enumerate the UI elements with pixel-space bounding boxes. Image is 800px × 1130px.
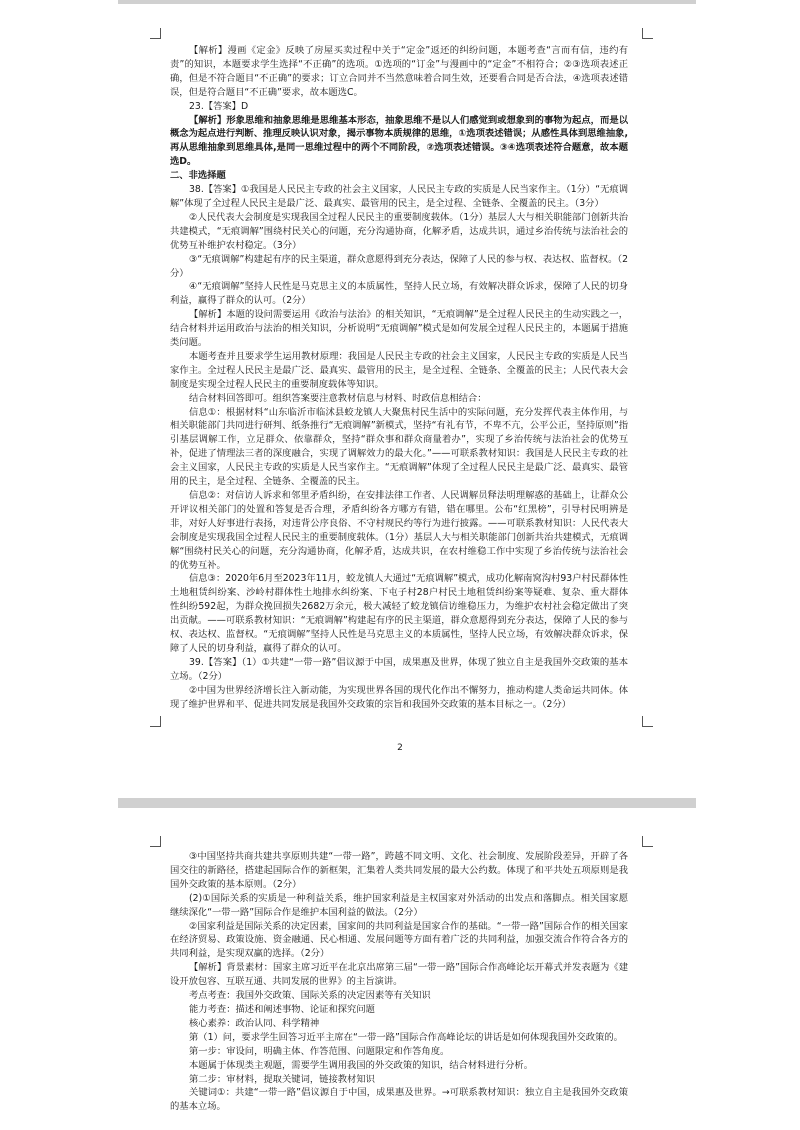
paragraph: 信息②：对信访人诉求和邻里矛盾纠纷，在安排法律工作者、人民调解员释法明理解惑的基础上，让群众公开评议相关部门的处置和答复是否合理，矛盾纠纷各方哪方有错，错在哪里。公布“红黑榜”，引导村民明辨是非，对好人好事进行表扬，对违背公序良俗、不守村规民约等行为进行披露。——可联系教材知识：人民代表大会制度是实现我国全过程人民民主的重要制度载体。（1分）基层人大与相关职能部门创新共治共建模式，无痕调解“围绕村民关心的问题，充分沟通协商，化解矛盾，达成共识，在农村维稳工作中实现了乡治传统与法治社会的优势互补。 [170, 490, 628, 571]
paragraph: ②中国为世界经济增长注入新动能，为实现世界各国的现代化作出不懈努力，推动构建人类命运共同体。体现了维护世界和平、促进共同发展是我国外交政策的宗旨和我国外交政策的基本目标之一。（2分） [170, 684, 628, 710]
crop-mark-top-left [150, 28, 161, 39]
crop-mark-top-left [150, 836, 161, 847]
paragraph: 能力考查：描述和阐述事物、论证和探究问题 [189, 1003, 375, 1015]
paragraph: ②人民代表大会制度是实现我国全过程人民民主的重要制度载体。（1分）基层人大与相关职能部门创新共治共建模式，“无痕调解”围绕村民关心的问题，充分沟通协商，化解矛盾，达成共识，通过乡治传统与法治社会的优势互补维护农村稳定。（3分） [170, 211, 628, 251]
paragraph: 第（1）问，要求学生回答习近平主席在“一带一路”国际合作高峰论坛的讲话是如何体现我国外交政策的。 [189, 1031, 623, 1043]
paragraph: 【解析】漫画《定金》反映了房屋买卖过程中关于“定金”返还的纠纷问题，本题考查“言而有信，违约有责”的知识，本题要求学生选择“不正确”的选项。①选项的“订金”与漫画中的“定金”不相符合；②③选项表述正确，但是不符合题目“不正确”的要求；订立合同并不当然意味着合同生效，还要看合同是否合法，④选项表述错误，但是符合题目“不正确”要求，故本题选C。 [170, 45, 628, 98]
page-1-body-text [170, 44, 628, 712]
paragraph: 【解析】形象思维和抽象思维是思维基本形态，抽象思维不是以人们感觉到或想象到的事物为起点，而是以概念为起点进行判断、推理反映认识对象，揭示事物本质规律的思维，①选项表述错误；从感性具体到思维抽象,再从思维抽象到思维具体,是同一思维过程中的两个不同阶段，②选项表述错误。③④选项表述符合题意，故本题选D。 [170, 114, 628, 168]
paragraph: 【解析】本题的设问需要运用《政治与法治》的相关知识，“无痕调解”是全过程人民民主的生动实践之一，结合材料并运用政治与法治的相关知识，分析说明“无痕调解”模式是如何发展全过程人民民主的，本题属于措施类问题。 [170, 309, 628, 349]
paragraph: 第一步：审设问，明确主体、作答范围、问题限定和作答角度。 [189, 1045, 450, 1057]
paragraph: 本题考查并且要求学生运用教材原理：我国是人民民主专政的社会主义国家，人民民主专政的实质是人民当家作主。全过程人民民主是最广泛、最真实、最管用的民主，是全过程、全链条、全覆盖的民主；人民代表大会制度是实现全过程人民民主的重要制度载体等知识。 [170, 350, 628, 390]
paragraph: 39.【答案】（1）①共建“一带一路”倡议源于中国，成果惠及世界，体现了独立自主是我国外交政策的基本立场。（2分） [170, 656, 628, 682]
paragraph: 核心素养：政治认同、科学精神 [189, 1017, 320, 1029]
crop-mark-bottom-left [150, 716, 161, 727]
paragraph: 38.【答案】①我国是人民民主专政的社会主义国家，人民民主专政的实质是人民当家作主。（1分）“无痕调解”体现了全过程人民民主是最广泛、最真实、最管用的民主，是全过程、全链条、全覆盖的民主。（3分） [170, 184, 628, 209]
paragraph: 关键词①：共建“一带一路”倡议源自于中国，成果惠及世界。→可联系教材知识：独立自主是我国外交政策的基本立场。 [170, 1087, 628, 1113]
page-separator [118, 798, 696, 808]
crop-mark-top-right [642, 28, 653, 39]
document-page-1 [0, 4, 800, 798]
paragraph: 第二步：审材料，提取关键词，链接教材知识 [189, 1073, 375, 1085]
paragraph: (2)①国际关系的实质是一种利益关系，维护国家利益是主权国家对外活动的出发点和落脚点。相关国家愿继续深化“一带一路”国际合作是维护本国利益的做法。（2分） [170, 892, 628, 918]
page-2-body-text [170, 850, 628, 1114]
paragraph: 【解析】背景素材：国家主席习近平在北京出席第三届“一带一路”国际合作高峰论坛开幕式并发表题为《建设开放包容、互联互通、共同发展的世界》的主旨演讲。 [170, 962, 628, 988]
paragraph: ④“无痕调解”坚持人民性是马克思主义的本质属性，坚持人民立场，有效解决群众诉求，保障了人民的切身利益，赢得了群众的认可。（2分） [170, 281, 628, 307]
paragraph: 本题属于体现类主观题，需要学生调用我国的外交政策的知识，结合材料进行分析。 [189, 1059, 533, 1071]
paragraph: 23.【答案】D [189, 100, 249, 112]
page-number: 2 [397, 743, 403, 753]
paragraph: 结合材料回答即可。组织答案要注意教材信息与材料、时政信息相结合： [189, 392, 487, 404]
paragraph: 考点考查：我国外交政策、国际关系的决定因素等有关知识 [189, 990, 431, 1002]
document-page-2 [0, 808, 800, 1130]
paragraph: ②国家利益是国际关系的决定因素，国家间的共同利益是国家合作的基础。“一带一路”国际合作的相关国家在经济贸易、政策设施、资金融通、民心相通、发展问题等方面有着广泛的共同利益，加强交流合作符合各方的共同利益，是实现双赢的选择。（2分） [170, 920, 628, 960]
paragraph: 信息③：2020年6月至2023年11月，蛟龙镇人大通过“无痕调解”模式，成功化解南窝沟村93户村民群体性土地租赁纠纷案、沙岭村群体性土地排水纠纷案、下屯子村28户村民土地租赁纠纷案等疑难、复杂、重大群体性纠纷592起，为群众挽回损失2682万余元，极大减轻了蛟龙镇信访维稳压力，为维护农村社会稳定做出了突出贡献。——可联系教材知识：“无痕调解”构建起有序的民主渠道，群众意愿得到充分表达，保障了人民的参与权、表达权、监督权。“无痕调解”坚持人民性是马克思主义的本质属性，坚持人民立场，有效解决群众诉求，保障了人民的切身利益，赢得了群众的认可。 [170, 573, 628, 654]
crop-mark-bottom-right [642, 716, 653, 727]
paragraph: 二、非选择题 [170, 170, 226, 182]
paragraph: 信息①：根据材料“山东临沂市临沭县蛟龙镇人大聚焦村民生活中的实际问题，充分发挥代表主体作用，与相关职能部门共同进行研判、纸条推行“无痕调解”新模式，坚持“有礼有节，不卑不亢，公平公正，坚持原则”指引基层调解工作，立足群众、依靠群众，坚持“群众事和群众商量着办”，实现了乡治传统与法治社会的优势互补，促进了情理法三者的深度融合，实现了调解效力的最大化。”——可联系教材知识：我国是人民民主专政的社会主义国家，人民民主专政的实质是人民当家作主。“无痕调解”体现了全过程人民民主是最广泛、最真实、最管用的民主，是全过程、全链条、全覆盖的民主。 [170, 406, 628, 488]
paragraph: ③“无痕调解”构建起有序的民主渠道，群众意愿得到充分表达，保障了人民的参与权、表达权、监督权。（2分） [170, 253, 628, 279]
paragraph: ③中国坚持共商共建共享原则共建“一带一路”，跨越不同文明、文化、社会制度、发展阶段差异，开辟了各国交往的新路径，搭建起国际合作的新框架，汇集着人类共同发展的最大公约数。体现了和平共处五项原则是我国外交政策的基本原则。（2分） [170, 851, 628, 890]
crop-mark-top-right [642, 836, 653, 847]
